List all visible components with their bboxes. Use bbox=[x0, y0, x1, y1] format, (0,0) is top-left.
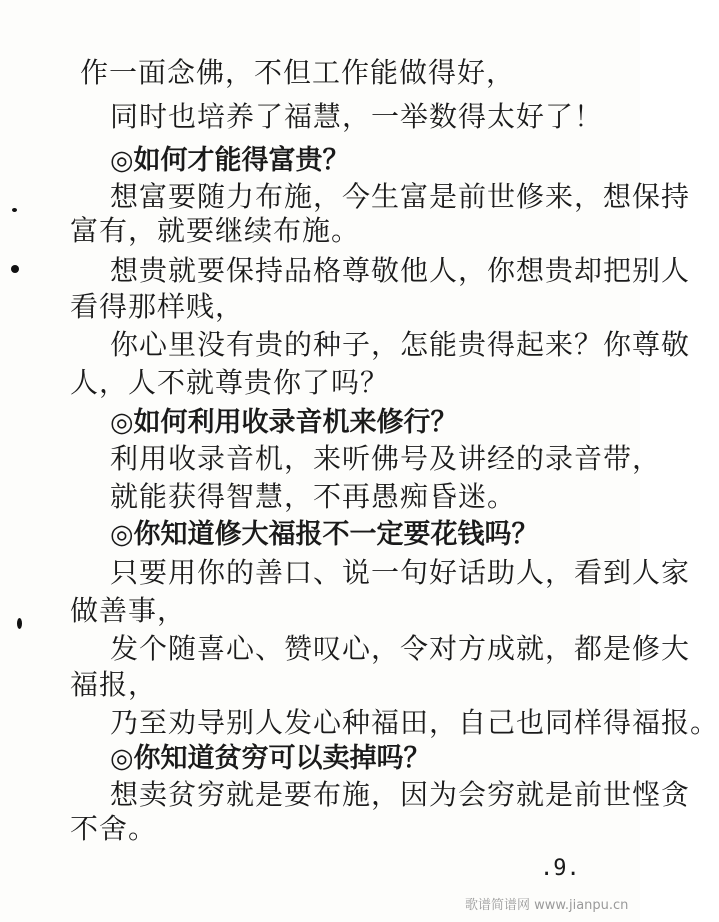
margin-dot bbox=[11, 265, 19, 273]
margin-dot bbox=[12, 208, 17, 212]
watermark: 歌谱简谱网 www.jianpu.cn bbox=[465, 898, 629, 913]
text-line: 同时也培养了福慧，一举数得太好了！ bbox=[110, 100, 604, 133]
margin-dot bbox=[17, 618, 22, 629]
text-line: 想富要随力布施，今生富是前世修来，想保持 bbox=[110, 180, 691, 213]
text-line: 利用收录音机，来听佛号及讲经的录音带， bbox=[110, 442, 662, 475]
question-heading: ◎你知道修大福报不一定要花钱吗？ bbox=[110, 519, 539, 550]
text-line: 看得那样贱， bbox=[70, 290, 245, 323]
text-line: 福报， bbox=[70, 668, 158, 701]
text-line: 乃至劝导别人发心种福田，自己也同样得福报。 bbox=[110, 706, 719, 739]
text-line: 你心里没有贵的种子，怎能贵得起来？你尊敬 bbox=[110, 328, 691, 361]
text-line: 就能获得智慧，不再愚痴昏迷。 bbox=[110, 480, 517, 513]
text-line: 想贵就要保持品格尊敬他人，你想贵却把别人 bbox=[110, 254, 691, 287]
text-line: 想卖贫穷就是要布施，因为会穷就是前世悭贪 bbox=[110, 778, 691, 811]
text-line: 只要用你的善口、说一句好话助人，看到人家 bbox=[110, 556, 691, 589]
text-line: 不舍。 bbox=[70, 812, 158, 845]
question-heading: ◎如何利用收录音机来修行？ bbox=[110, 407, 458, 438]
text-line: 作一面念佛，不但工作能做得好， bbox=[80, 56, 516, 89]
question-heading: ◎你知道贫穷可以卖掉吗？ bbox=[110, 743, 431, 774]
text-line: 发个随喜心、赞叹心，令对方成就，都是修大 bbox=[110, 632, 691, 665]
text-line: 富有，就要继续布施。 bbox=[70, 214, 361, 247]
page-number: .9. bbox=[540, 856, 580, 881]
text-line: 做善事， bbox=[70, 594, 187, 627]
question-heading: ◎如何才能得富贵？ bbox=[110, 145, 350, 176]
text-line: 人，人不就尊贵你了吗？ bbox=[70, 366, 390, 399]
